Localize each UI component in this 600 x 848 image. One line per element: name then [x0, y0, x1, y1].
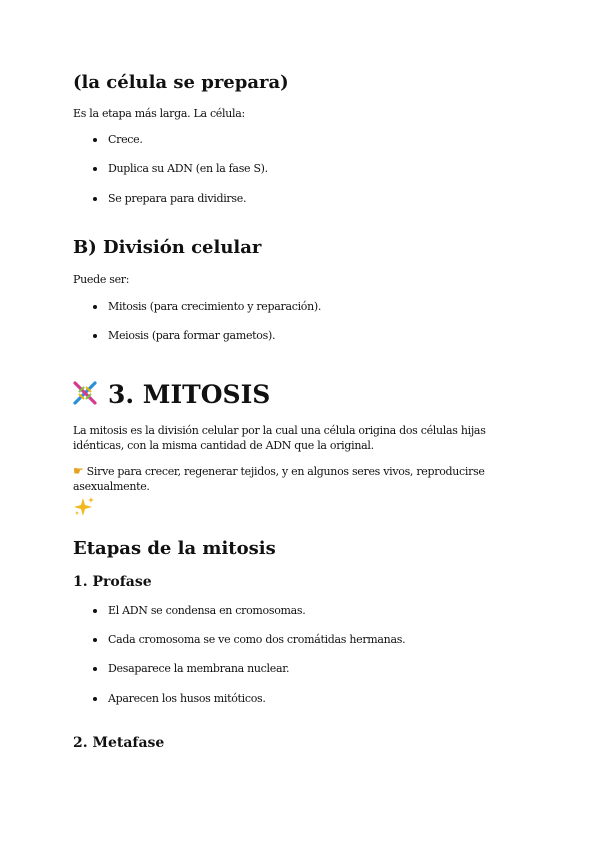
- sparkles-icon: [73, 496, 95, 522]
- bullet-icon: [93, 305, 97, 309]
- bullet-icon: [93, 638, 97, 642]
- list-item: El ADN se condensa en cromosomas.: [108, 604, 305, 617]
- interphase-intro: Es la etapa más larga. La célula:: [73, 107, 245, 120]
- pointing-hand-icon: ☛: [73, 464, 84, 478]
- list-item: Aparecen los husos mitóticos.: [108, 692, 266, 705]
- list-item: Mitosis (para crecimiento y reparación).: [108, 300, 321, 313]
- list-item: Duplica su ADN (en la fase S).: [108, 162, 268, 175]
- list-item: Meiosis (para formar gametos).: [108, 329, 275, 342]
- stages-heading: Etapas de la mitosis: [73, 538, 276, 559]
- list-item: Cada cromosoma se ve como dos cromátidas hermanas.: [108, 633, 405, 646]
- mitosis-title: 3. MITOSIS: [108, 380, 271, 409]
- list-item: Se prepara para dividirse.: [108, 192, 246, 205]
- metaphase-heading: 2. Metafase: [73, 735, 165, 751]
- mitosis-purpose: ☛ Sirve para crecer, regenerar tejidos, y en algunos seres vivos, reproducirse asexualmente.: [73, 464, 485, 493]
- division-intro: Puede ser:: [73, 273, 130, 286]
- bullet-icon: [93, 667, 97, 671]
- bullet-icon: [93, 609, 97, 613]
- bullet-icon: [93, 697, 97, 701]
- mitosis-heading: [72, 380, 270, 412]
- bullet-icon: [93, 167, 97, 171]
- bullet-icon: [93, 197, 97, 201]
- dna-icon: [72, 380, 98, 412]
- interphase-heading: (la célula se prepara): [73, 72, 289, 93]
- list-item: Crece.: [108, 133, 143, 146]
- prophase-heading: 1. Profase: [73, 574, 152, 590]
- list-item: Desaparece la membrana nuclear.: [108, 662, 289, 675]
- mitosis-definition: La mitosis es la división celular por la cual una célula origina dos células hijas idénticas, con la misma cantidad de ADN que la original.: [73, 424, 486, 452]
- division-heading: B) División celular: [73, 237, 262, 258]
- bullet-icon: [93, 334, 97, 338]
- bullet-icon: [93, 138, 97, 142]
